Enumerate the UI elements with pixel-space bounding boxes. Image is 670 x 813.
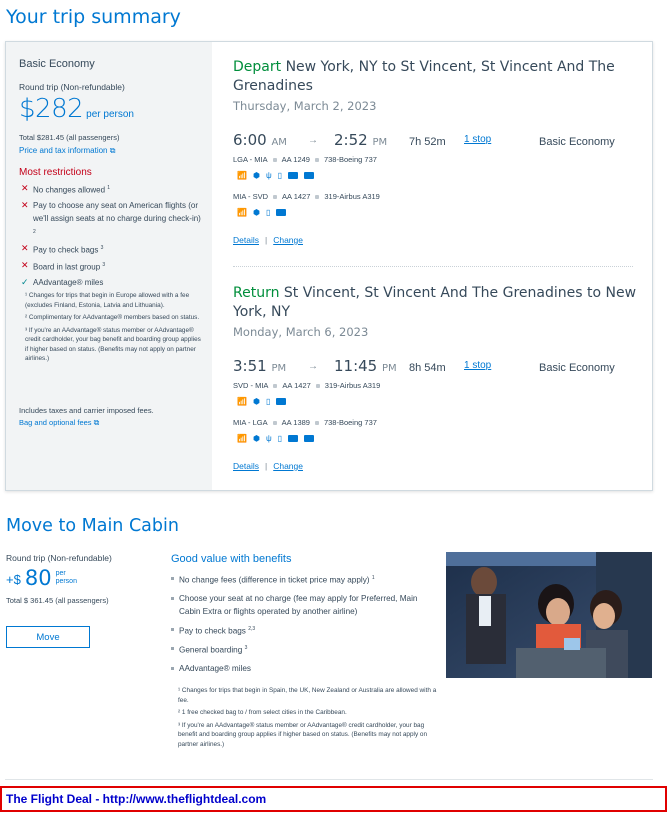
x-icon: ✕ [21, 199, 29, 210]
fare-type: Basic Economy [19, 58, 95, 70]
entertainment-icon [304, 435, 314, 442]
time-value: 2:52 [334, 131, 368, 149]
flight-segment [233, 155, 377, 164]
tv-icon [276, 398, 286, 405]
person-label: person [55, 577, 77, 585]
phone-icon: ▯ [277, 434, 283, 443]
time-value: 6:00 [233, 131, 267, 149]
entertainment-icon [304, 172, 314, 179]
footnote: ¹ Changes for trips that begin in Spain, the UK, New Zealand or Australia are allowed with a fee. [178, 687, 437, 704]
upgrade-title: Move to Main Cabin [6, 516, 179, 536]
restrictions-list [19, 182, 204, 291]
restrictions-title: Most restrictions [19, 167, 92, 178]
return-departure-time [233, 357, 286, 375]
segment-flight: AA 1389 [281, 418, 310, 427]
power-outlet-icon: ⬢ [252, 171, 260, 180]
ampm: PM [372, 137, 388, 148]
upgrade-price [6, 566, 77, 590]
tv-icon [276, 209, 286, 216]
per-person-label: per person [86, 109, 134, 120]
section-divider [5, 779, 653, 780]
tv-icon [288, 435, 298, 442]
benefit-text: AAdvantage® miles [179, 664, 252, 674]
amenities [237, 171, 314, 180]
upgrade-total: Total $ 361.45 (all passengers) [6, 596, 109, 605]
move-button[interactable]: Move [6, 626, 90, 648]
upgrade-footnotes [178, 686, 438, 753]
return-arrival-time [334, 357, 397, 375]
depart-date: Thursday, March 2, 2023 [233, 99, 377, 113]
power-outlet-icon: ⬢ [252, 434, 260, 443]
list-item [19, 242, 204, 257]
return-stops-link[interactable]: 1 stop [464, 360, 492, 371]
footnote-marker: 1 [107, 185, 111, 191]
amenities [237, 434, 314, 443]
ampm: PM [382, 363, 397, 374]
segment-route: SVD - MIA [233, 381, 269, 390]
time-value: 3:51 [233, 357, 267, 375]
depart-route: New York, NY to St Vincent, St Vincent And The Grenadines [233, 59, 615, 94]
flight-segment [233, 381, 380, 390]
amenities [237, 397, 286, 406]
wifi-icon: 📶 [237, 397, 247, 406]
page-title: Your trip summary [6, 6, 181, 28]
price-tax-link[interactable] [19, 146, 115, 156]
arrow-right-icon: → [308, 361, 318, 372]
return-links: Details | Change [233, 461, 303, 471]
details-link[interactable]: Details [233, 461, 259, 471]
change-link[interactable]: Change [273, 461, 303, 471]
wifi-icon: 📶 [237, 171, 247, 180]
depart-departure-time [233, 131, 287, 149]
segment-flight: AA 1249 [281, 155, 310, 164]
benefit-text: Choose your seat at no charge (fee may apply for Preferred, Main Cabin Extra or flights operated by another airline) [179, 593, 418, 616]
list-item [19, 182, 204, 197]
price-tax-link-label[interactable]: Price and tax information [19, 146, 108, 155]
depart-keyword: Depart [233, 59, 282, 75]
depart-links: Details | Change [233, 235, 303, 245]
list-item [171, 642, 441, 657]
footnote: ² Complimentary for AAdvantage® members based on status. [25, 314, 200, 321]
benefits-title: Good value with benefits [171, 553, 292, 565]
external-link-icon: ⧉ [93, 418, 100, 427]
power-outlet-icon: ⬢ [252, 397, 260, 406]
upgrade-trip-type: Round trip (Non-refundable) [6, 553, 112, 563]
footnote-marker: 3 [244, 645, 248, 652]
time-value: 11:45 [334, 357, 378, 375]
segment-aircraft: 319-Airbus A319 [324, 381, 381, 390]
list-item [171, 623, 441, 638]
change-link[interactable]: Change [273, 235, 303, 245]
flight-segment [233, 192, 380, 201]
main-cabin-photo [446, 552, 652, 678]
price-amount: $282 [19, 94, 84, 124]
segment-aircraft: 319-Airbus A319 [324, 192, 380, 201]
bag-fees-link-label[interactable]: Bag and optional fees [19, 418, 92, 427]
fare-price [19, 94, 134, 124]
external-link-icon: ⧉ [109, 146, 116, 155]
fare-sidebar [6, 42, 212, 490]
footnote: ³ If you're an AAdvantage® status member or AAdvantage® credit cardholder, your bag benefit and boarding group applies if higher based on status. (Benefits may not apply on partner airlines.) [25, 326, 201, 362]
return-cabin: Basic Economy [539, 362, 615, 374]
trip-summary-card [5, 41, 653, 491]
return-keyword: Return [233, 285, 280, 301]
segment-route: MIA - LGA [233, 418, 268, 427]
ampm: AM [271, 137, 287, 148]
return-heading [233, 284, 638, 322]
segment-aircraft: 738-Boeing 737 [323, 418, 377, 427]
wifi-icon: 📶 [237, 434, 247, 443]
usb-icon: ψ [265, 171, 272, 180]
segment-route: LGA - MIA [233, 155, 268, 164]
arrow-right-icon: → [308, 135, 318, 146]
footnote-marker: 2,3 [248, 625, 256, 632]
list-item [171, 662, 441, 675]
restriction-text: AAdvantage® miles [33, 277, 104, 287]
list-item [19, 276, 204, 290]
per-label: per [55, 570, 66, 577]
wifi-icon: 📶 [237, 208, 247, 217]
restriction-text: Board in last group [33, 262, 101, 272]
total-price: Total $281.45 (all passengers) [19, 133, 120, 142]
footnote: ³ If you're an AAdvantage® status member or AAdvantage® credit cardholder, your bag benefit and boarding group applies if higher based on status. (Benefits may not apply on partner airlines.) [178, 721, 428, 748]
restriction-text: Pay to check bags [33, 245, 99, 255]
restriction-text: No changes allowed [33, 185, 106, 195]
footnote: ² 1 free checked bag to / from select cities in the Caribbean. [178, 709, 347, 717]
checkmark-icon: ✓ [21, 276, 29, 287]
return-route: St Vincent, St Vincent And The Grenadines to New York, NY [233, 285, 637, 320]
list-item [171, 592, 441, 618]
benefit-text: No change fees (difference in ticket price may apply) [179, 575, 370, 585]
list-item [19, 259, 204, 274]
fare-footnotes [25, 291, 205, 367]
benefits-list [171, 572, 441, 680]
return-date: Monday, March 6, 2023 [233, 325, 369, 339]
restriction-text: Pay to choose any seat on American flights (or we'll assign seats at no charge during check-in) [33, 200, 201, 224]
plus-currency: +$ [6, 572, 21, 587]
details-link[interactable]: Details [233, 235, 259, 245]
list-item [19, 199, 204, 241]
depart-heading [233, 58, 638, 96]
cabin-passengers-illustration [446, 552, 652, 678]
x-icon: ✕ [21, 243, 29, 254]
footnote-marker: 3 [102, 261, 106, 268]
x-icon: ✕ [21, 259, 29, 270]
per-person-label [56, 570, 77, 585]
upgrade-amount: 80 [24, 566, 52, 590]
segment-route: MIA - SVD [233, 192, 269, 201]
depart-arrival-time [334, 131, 387, 149]
return-duration: 8h 54m [409, 362, 446, 374]
bag-fees-link[interactable] [19, 418, 99, 428]
benefit-text: General boarding [179, 646, 243, 656]
phone-icon: ▯ [277, 171, 283, 180]
footer-banner[interactable]: The Flight Deal - http://www.theflightdeal.com [0, 786, 667, 812]
footnote-marker: 2 [33, 228, 36, 235]
usb-icon: ψ [265, 434, 272, 443]
list-item [171, 572, 441, 587]
includes-taxes: Includes taxes and carrier imposed fees. [19, 406, 154, 415]
flight-segment [233, 418, 377, 427]
segment-aircraft: 738-Boeing 737 [323, 155, 377, 164]
trip-type: Round trip (Non-refundable) [19, 82, 125, 92]
depart-duration: 7h 52m [409, 136, 446, 148]
phone-icon: ▯ [265, 208, 271, 217]
segment-flight: AA 1427 [282, 192, 311, 201]
amenities [237, 208, 286, 217]
footnote-marker: 3 [100, 245, 104, 252]
footnote: ¹ Changes for trips that begin in Europe allowed with a fee (excludes Finland, Estonia, Latvia and Lithuania). [25, 292, 190, 309]
footnote-marker: 1 [371, 575, 375, 581]
depart-stops-link[interactable]: 1 stop [464, 134, 492, 145]
depart-cabin: Basic Economy [539, 136, 615, 148]
segment-flight: AA 1427 [282, 381, 311, 390]
ampm: PM [271, 363, 287, 374]
benefit-text: Pay to check bags [179, 626, 246, 636]
power-outlet-icon: ⬢ [252, 208, 260, 217]
phone-icon: ▯ [265, 397, 271, 406]
leg-divider [233, 266, 633, 267]
tv-icon [288, 172, 298, 179]
x-icon: ✕ [21, 183, 29, 193]
